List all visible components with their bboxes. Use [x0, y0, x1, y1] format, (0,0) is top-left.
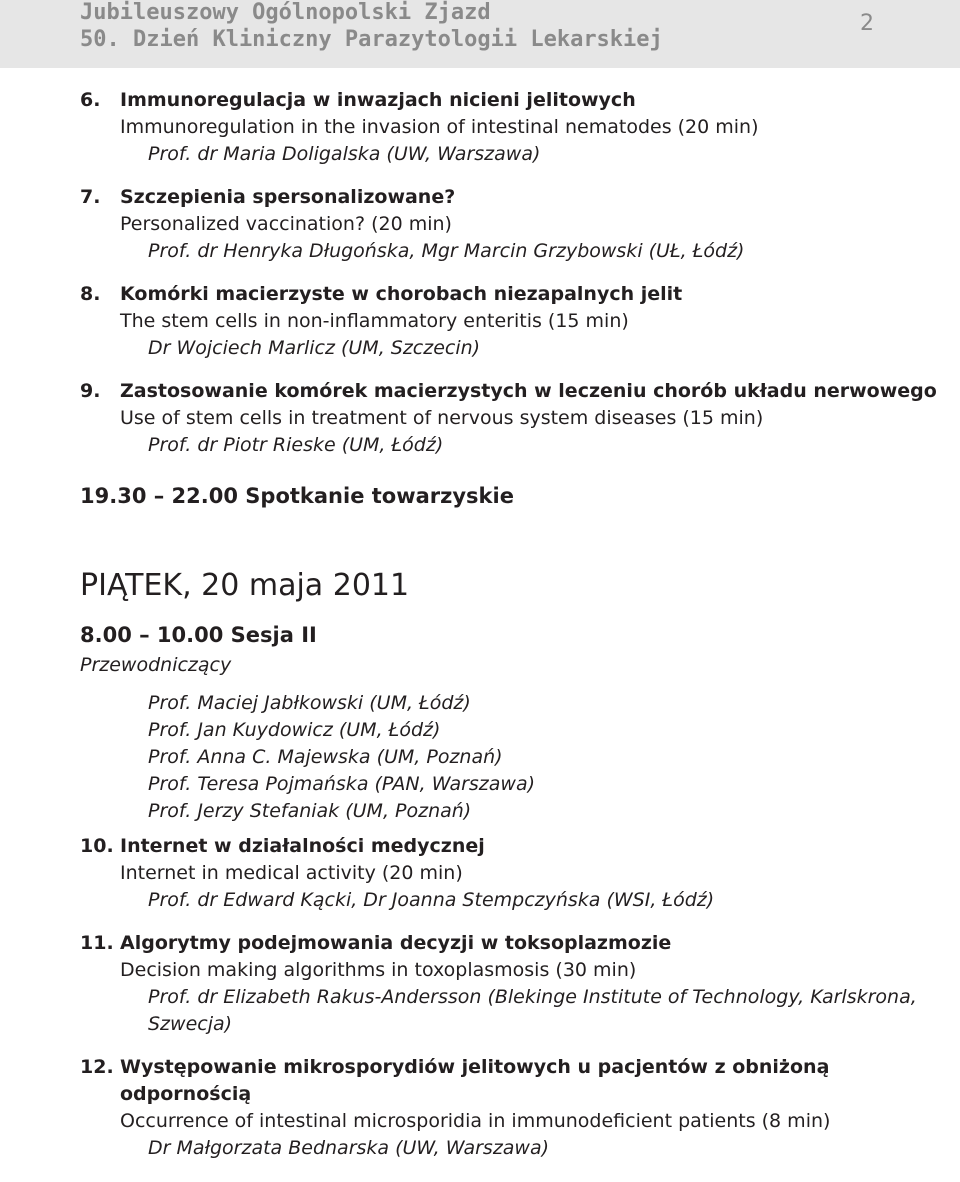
chair-name: Prof. Anna C. Majewska (UM, Poznań)	[148, 746, 503, 768]
lecture-item-8	[80, 281, 940, 362]
lecture-item-11	[80, 930, 940, 1038]
conference-title-line1: Jubileuszowy Ogólnopolski Zjazd	[80, 0, 491, 25]
lecture-title-en: The stem cells in non-inflammatory enteritis (15 min)	[120, 310, 629, 332]
lecture-number: 10.	[80, 835, 114, 857]
day-heading: PIĄTEK, 20 maja 2011	[80, 568, 410, 603]
lecture-list-thursday	[80, 87, 940, 459]
lecture-speaker: Prof. dr Henryka Długońska, Mgr Marcin Grzybowski (UŁ, Łódź)	[148, 240, 745, 262]
lecture-number: 9.	[80, 380, 101, 402]
lecture-item-9	[80, 378, 940, 459]
lecture-title-en: Internet in medical activity (20 min)	[120, 862, 463, 884]
chair-name: Prof. Jan Kuydowicz (UM, Łódź)	[148, 719, 441, 741]
lecture-title-en: Immunoregulation in the invasion of intestinal nematodes (20 min)	[120, 116, 759, 138]
conference-title-line2: 50. Dzień Kliniczny Parazytologii Lekarskiej	[80, 27, 663, 52]
lecture-item-12	[80, 1054, 940, 1162]
lecture-title-pl: Występowanie mikrosporydiów jelitowych u pacjentów z obniżoną odpornością	[120, 1056, 830, 1105]
lecture-number: 6.	[80, 89, 101, 111]
chair-name: Prof. Jerzy Stefaniak (UM, Poznań)	[148, 800, 472, 822]
lecture-title-pl: Komórki macierzyste w chorobach niezapalnych jelit	[120, 283, 683, 305]
lecture-title-pl: Algorytmy podejmowania decyzji w toksoplazmozie	[120, 932, 672, 954]
lecture-title-en: Occurrence of intestinal microsporidia in immunodeficient patients (8 min)	[120, 1110, 831, 1132]
lecture-speaker: Prof. dr Maria Doligalska (UW, Warszawa)	[148, 143, 541, 165]
lecture-item-6	[80, 87, 940, 168]
lecture-title-en: Use of stem cells in treatment of nervous system diseases (15 min)	[120, 407, 764, 429]
lecture-title-pl: Internet w działalności medycznej	[120, 835, 485, 857]
lecture-item-10	[80, 833, 940, 914]
page-number: 2	[860, 11, 874, 36]
lecture-number: 11.	[80, 932, 114, 954]
lecture-number: 7.	[80, 186, 101, 208]
lecture-speaker: Dr Wojciech Marlicz (UM, Szczecin)	[148, 337, 481, 359]
chair-list	[80, 690, 940, 825]
lecture-number: 8.	[80, 283, 101, 305]
lecture-title-pl: Zastosowanie komórek macierzystych w leczeniu chorób układu nerwowego	[120, 380, 937, 402]
social-event: 19.30 – 22.00 Spotkanie towarzyskie	[80, 484, 514, 508]
program-content	[80, 87, 940, 1178]
lecture-title-pl: Immunoregulacja w inwazjach nicieni jelitowych	[120, 89, 636, 111]
lecture-item-7	[80, 184, 940, 265]
lecture-number: 12.	[80, 1056, 114, 1078]
lecture-speaker: Prof. dr Edward Kącki, Dr Joanna Stempczyńska (WSI, Łódź)	[148, 889, 715, 911]
lecture-title-en: Decision making algorithms in toxoplasmosis (30 min)	[120, 959, 637, 981]
session-title: 8.00 – 10.00 Sesja II	[80, 623, 317, 647]
lecture-title-pl: Szczepienia spersonalizowane?	[120, 186, 456, 208]
chair-name: Prof. Maciej Jabłkowski (UM, Łódź)	[148, 692, 471, 714]
lecture-speaker: Prof. dr Piotr Rieske (UM, Łódź)	[148, 434, 444, 456]
chair-name: Prof. Teresa Pojmańska (PAN, Warszawa)	[148, 773, 536, 795]
lecture-title-en: Personalized vaccination? (20 min)	[120, 213, 452, 235]
chair-label: Przewodniczący	[80, 654, 232, 676]
lecture-speaker: Dr Małgorzata Bednarska (UW, Warszawa)	[148, 1137, 550, 1159]
header-band	[0, 0, 960, 68]
lecture-list-friday	[80, 833, 940, 1162]
lecture-speaker: Prof. dr Elizabeth Rakus-Andersson (Blekinge Institute of Technology, Karlskrona, Szwecja)	[148, 986, 917, 1035]
